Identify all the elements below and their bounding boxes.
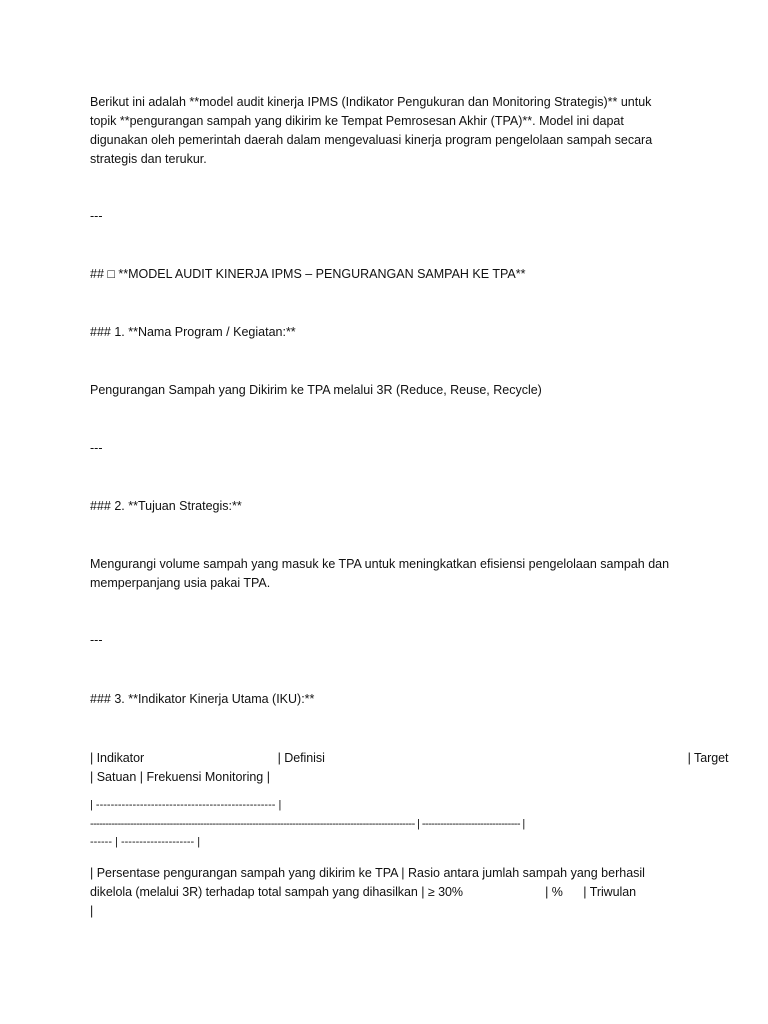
program-name: Pengurangan Sampah yang Dikirim ke TPA melalui 3R (Reduce, Reuse, Recycle) bbox=[90, 383, 542, 397]
section-heading-goal: ### 2. **Tujuan Strategis:** bbox=[90, 499, 242, 513]
table-row-line: | bbox=[90, 904, 94, 918]
section-heading-program: ### 1. **Nama Program / Kegiatan:** bbox=[90, 325, 296, 339]
table-divider-line: ---------------------------------------------------------------------------------------------------------- | -------------------------------- | bbox=[90, 818, 525, 830]
separator: --- bbox=[90, 633, 103, 647]
table-header-line: | Indikator | Definisi | Target bbox=[90, 751, 729, 765]
intro-paragraph: Berikut ini adalah **model audit kinerja IPMS (Indikator Pengukuran dan Monitoring Strategis)** untuk topik **pengurangan sampah yang dikirim ke Tempat Pemrosesan Akhir (TPA)**. Model ini dapat digunakan oleh pemerintah daerah dalam mengevaluasi kinerja program pengelolaan sampah secara strategis dan terukur. bbox=[90, 95, 656, 166]
main-heading: ## □ **MODEL AUDIT KINERJA IPMS – PENGURANGAN SAMPAH KE TPA** bbox=[90, 267, 526, 281]
separator: --- bbox=[90, 209, 103, 223]
table-row-line: dikelola (melalui 3R) terhadap total sampah yang dihasilkan | ≥ 30% | % | Triwulan bbox=[90, 885, 637, 899]
separator: --- bbox=[90, 441, 103, 455]
table-header-line: | Satuan | Frekuensi Monitoring | bbox=[90, 770, 270, 784]
section-heading-iku: ### 3. **Indikator Kinerja Utama (IKU):** bbox=[90, 692, 315, 706]
table-divider-line: ------ | -------------------- | bbox=[90, 836, 201, 848]
table-divider-line: | ------------------------------------------------- | bbox=[90, 799, 282, 811]
table-row-line: | Persentase pengurangan sampah yang dikirim ke TPA | Rasio antara jumlah sampah yang berhasil bbox=[90, 866, 645, 880]
strategic-goal-text: Mengurangi volume sampah yang masuk ke TPA untuk meningkatkan efisiensi pengelolaan sampah dan memperpanjang usia pakai TPA. bbox=[90, 557, 673, 590]
